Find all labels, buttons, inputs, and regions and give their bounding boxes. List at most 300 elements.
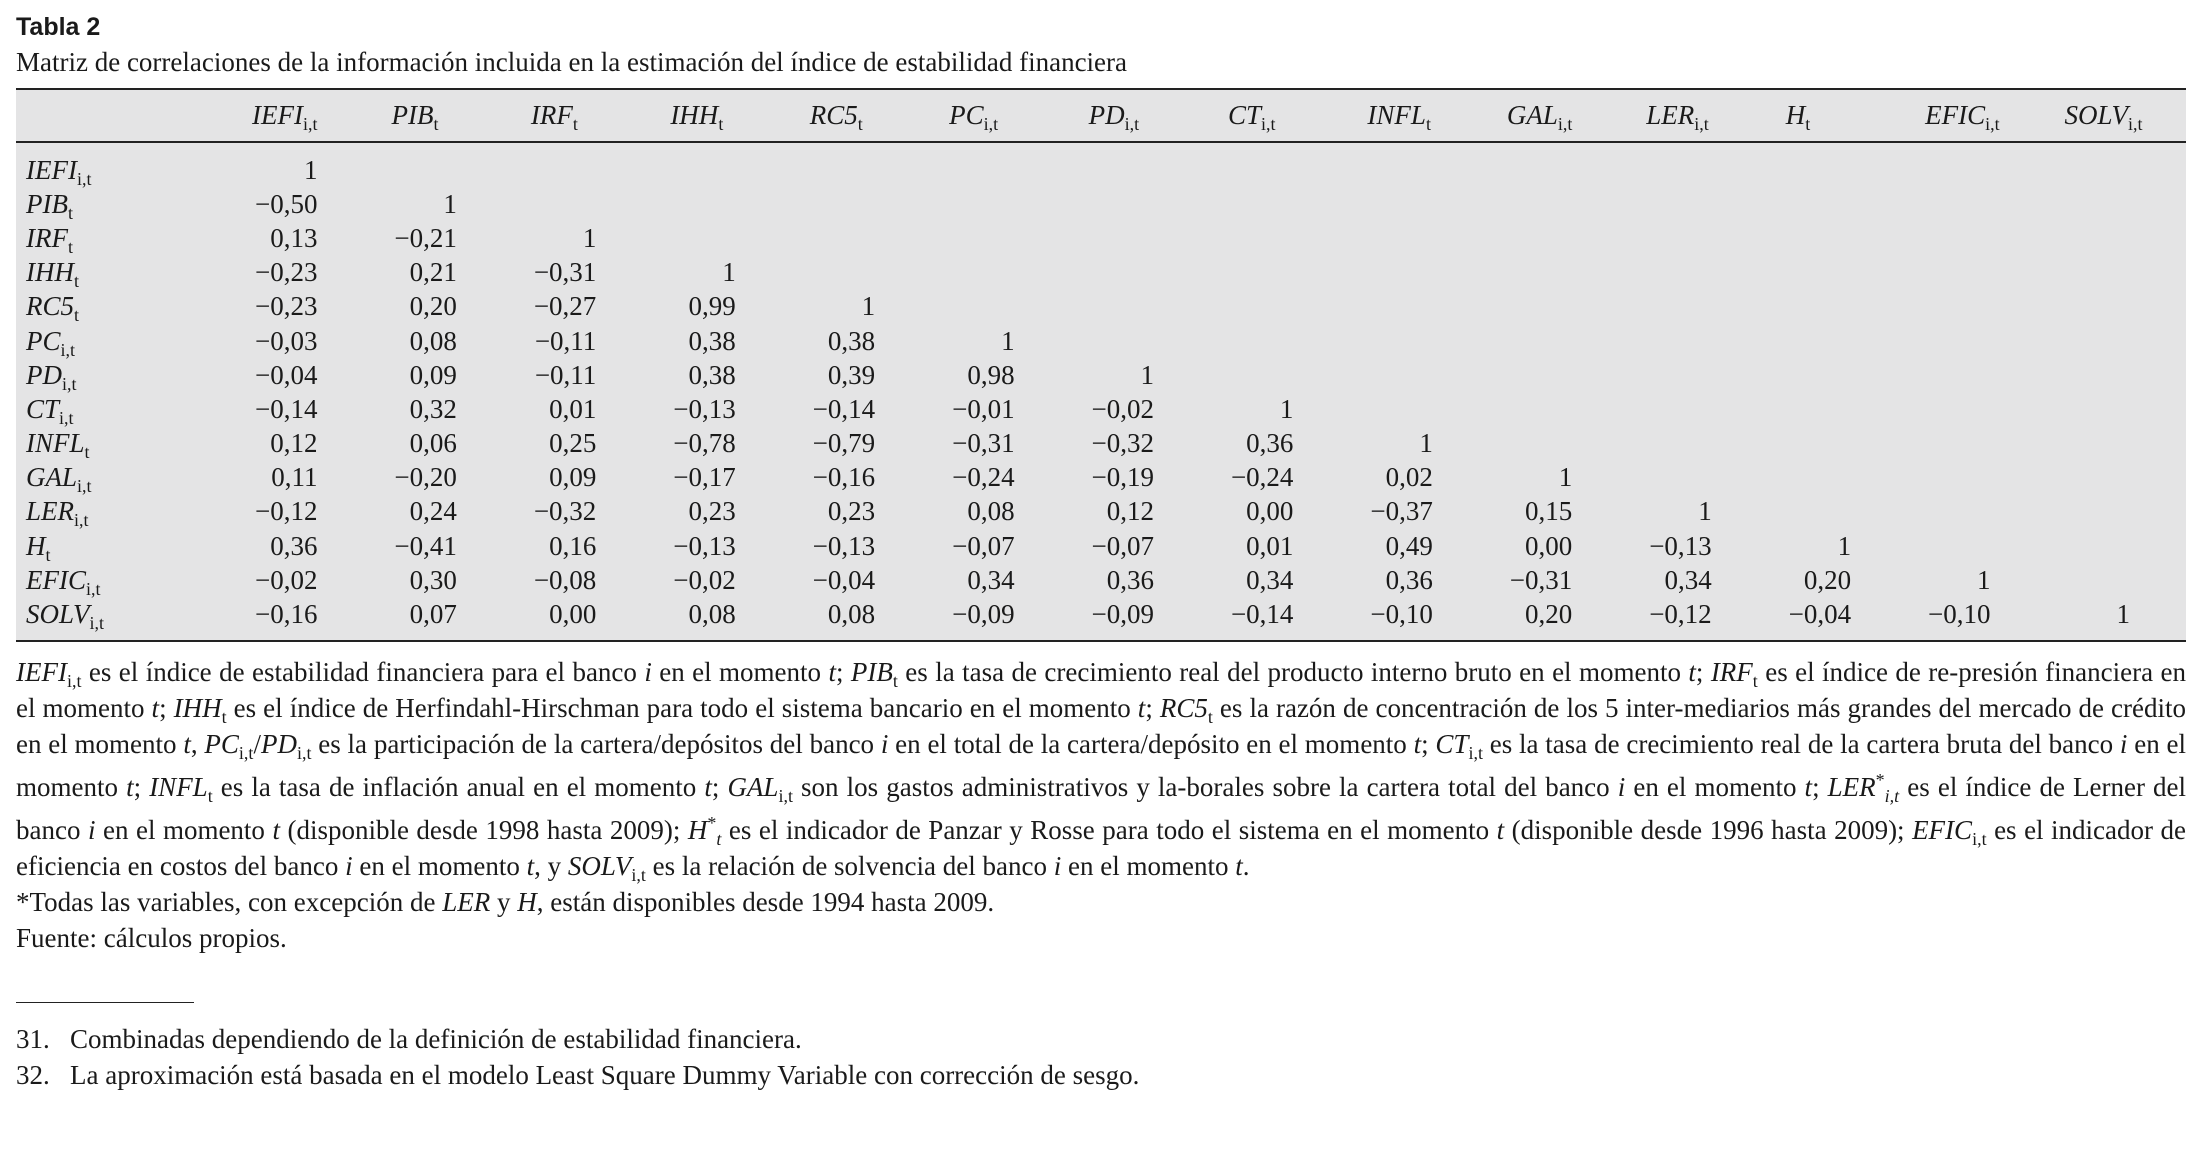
row-header <box>16 563 234 597</box>
table-cell <box>792 221 931 255</box>
column-header <box>373 89 512 142</box>
definition-text: es el índice de Herfindahl-Hirschman para todo el sistema bancario en el momento <box>226 692 1138 723</box>
cell-value: −0,37 <box>1370 496 1433 527</box>
table-cell <box>1071 597 1210 640</box>
italic-symbol: t <box>1413 728 1422 759</box>
table-cell <box>1768 187 1907 221</box>
table-cell <box>1907 256 2046 290</box>
definition-text: ; <box>1695 656 1711 687</box>
definition-text: es el índice de Lerner del banco <box>16 771 2187 845</box>
table-cell <box>931 221 1070 255</box>
table-cell <box>931 324 1070 358</box>
var-subscript: t <box>84 442 90 463</box>
table-cell <box>1489 256 1628 290</box>
var-subscript: i,t <box>983 114 999 134</box>
definition-text: ; <box>835 656 851 687</box>
italic-symbol: i <box>644 656 652 687</box>
table-cell <box>513 597 652 640</box>
cell-value: 0,20 <box>1803 564 1852 595</box>
cell-value: 0,23 <box>688 496 736 527</box>
definition-text: ; <box>711 771 728 802</box>
column-header <box>1628 89 1767 142</box>
table-cell <box>513 358 652 392</box>
cell-value: 0,00 <box>1525 530 1573 561</box>
table-cell <box>234 290 373 324</box>
cell-value: 0,01 <box>549 393 597 424</box>
table-cell <box>1210 290 1349 324</box>
table-cell <box>1768 563 1907 597</box>
definition-text: es la tasa de crecimiento real del producto interno bruto en el momento <box>897 656 1689 687</box>
table-cell <box>1210 221 1349 255</box>
column-header <box>1768 89 1907 142</box>
italic-symbol: t <box>272 814 280 845</box>
cell-value: 0,15 <box>1525 496 1573 527</box>
var-name: CT <box>1228 100 1262 130</box>
cell-value: −0,16 <box>812 462 876 493</box>
var-subscript: i,t <box>86 578 101 599</box>
table-cell <box>2047 495 2186 529</box>
variable-subscript: t <box>207 785 213 806</box>
cell-value: 0,23 <box>827 496 876 527</box>
table-cell <box>2047 461 2186 495</box>
table-cell <box>373 427 512 461</box>
cell-value: −0,01 <box>952 393 1015 424</box>
cell-value: −0,03 <box>254 325 318 356</box>
table-cell <box>373 187 512 221</box>
italic-symbol: t <box>526 850 535 881</box>
table-cell <box>652 187 791 221</box>
table-cell <box>652 324 791 358</box>
table-cell <box>1768 290 1907 324</box>
table-cell <box>1349 221 1488 255</box>
cell-value: 0,00 <box>549 599 597 630</box>
table-cell <box>1071 221 1210 255</box>
table-cell <box>1628 290 1767 324</box>
column-header-label <box>234 100 318 134</box>
cell-value: 0,08 <box>409 325 457 356</box>
variable-symbol: EFIC <box>1912 814 1973 845</box>
column-header-label <box>1489 100 1573 134</box>
table-cell <box>652 495 791 529</box>
cell-value: −0,07 <box>1091 530 1154 561</box>
var-subscript: i,t <box>1124 114 1140 134</box>
var-subscript: t <box>67 236 73 257</box>
table-cell <box>2047 324 2186 358</box>
cell-value: −0,32 <box>533 496 597 527</box>
cell-value: 0,38 <box>688 325 736 356</box>
table-cell <box>652 461 791 495</box>
column-header-label <box>1628 100 1709 134</box>
var-name: H <box>26 530 46 561</box>
table-cell <box>1628 256 1767 290</box>
definition-text: en el momento <box>16 728 2186 802</box>
table-cell <box>234 563 373 597</box>
cell-value: −0,24 <box>1230 462 1294 493</box>
table-cell <box>1210 392 1349 426</box>
cell-value: −0,27 <box>533 291 597 322</box>
table-cell <box>234 392 373 426</box>
cell-value: 0,07 <box>409 599 457 630</box>
column-header <box>513 89 652 142</box>
column-header-label <box>513 100 578 134</box>
table-cell <box>1628 324 1767 358</box>
table-cell <box>1349 358 1488 392</box>
definition-text: en el momento <box>1061 850 1236 881</box>
table-cell <box>234 187 373 221</box>
table-cell <box>1071 392 1210 426</box>
var-subscript: i,t <box>1694 114 1709 134</box>
cell-value: −0,08 <box>533 564 597 595</box>
table-cell <box>1768 392 1907 426</box>
variable-symbol: RC5 <box>1159 692 1208 723</box>
column-header <box>931 89 1070 142</box>
column-header-label <box>931 100 999 134</box>
table-cell <box>931 529 1070 563</box>
variable-symbol: IEFI <box>16 656 67 687</box>
italic-symbol: t <box>1496 814 1505 845</box>
var-name: PC <box>26 325 61 356</box>
var-name: IHH <box>26 257 74 288</box>
column-header-label <box>2047 100 2143 134</box>
column-header <box>1210 89 1349 142</box>
table-cell <box>513 461 652 495</box>
italic-symbol: i <box>87 814 96 845</box>
cell-value: 1 <box>582 222 597 253</box>
cell-value: −0,41 <box>394 530 457 561</box>
table-cell <box>513 427 652 461</box>
table-cell <box>2047 427 2186 461</box>
table-cell <box>652 529 791 563</box>
table-cell <box>2047 290 2186 324</box>
variable-symbol: IRF <box>1710 656 1753 687</box>
cell-value: 1 <box>1698 496 1712 527</box>
variable-symbol: PD <box>260 728 297 759</box>
table-cell <box>513 290 652 324</box>
var-subscript: t <box>74 305 80 326</box>
table-cell <box>1489 392 1628 426</box>
table-cell <box>1071 142 1210 187</box>
cell-value: −0,13 <box>673 393 736 424</box>
var-name: RC5 <box>26 291 75 322</box>
cell-value: −0,13 <box>812 530 876 561</box>
footnote-31: 31. Combinadas dependiendo de la definición de estabilidad financiera. <box>16 1023 802 1054</box>
cell-value: 0,25 <box>549 428 597 459</box>
table-cell <box>1349 495 1488 529</box>
cell-value: 0,21 <box>409 257 457 288</box>
table-cell <box>931 427 1070 461</box>
row-header <box>16 221 234 255</box>
availability-note: *Todas las variables, con excepción de LER y H, están disponibles desde 1994 hasta 2009. <box>16 886 995 917</box>
cell-value: 0,09 <box>549 462 597 493</box>
table-cell <box>652 392 791 426</box>
table-cell <box>234 529 373 563</box>
table-cell <box>931 142 1070 187</box>
table-cell <box>1628 221 1767 255</box>
table-cell <box>1489 563 1628 597</box>
cell-value: −0,13 <box>673 530 736 561</box>
table-cell <box>1071 495 1210 529</box>
table-cell <box>1349 392 1488 426</box>
var-subscript: t <box>718 114 724 134</box>
cell-value: 1 <box>1837 530 1852 561</box>
table-caption: Matriz de correlaciones de la información incluida en la estimación del índice de estabilidad financiera <box>16 47 1128 77</box>
table-cell <box>234 256 373 290</box>
table-cell <box>1210 142 1349 187</box>
table-cell <box>1349 427 1488 461</box>
var-name: CT <box>26 393 60 424</box>
var-name: SOLV <box>2064 100 2129 130</box>
table-cell <box>1489 324 1628 358</box>
definition-text: , y <box>534 850 568 881</box>
column-header <box>652 89 791 142</box>
table-cell <box>652 563 791 597</box>
cell-value: −0,04 <box>1788 599 1852 630</box>
var-name: EFIC <box>1925 100 1986 130</box>
table-cell <box>792 324 931 358</box>
table-cell <box>1489 495 1628 529</box>
table-cell <box>1907 563 2046 597</box>
variable-subscript: i,t <box>1468 742 1483 763</box>
table-row <box>16 495 2186 529</box>
variable-symbol: GAL <box>727 771 779 802</box>
cell-value: 0,32 <box>409 393 457 424</box>
table-cell <box>1628 142 1767 187</box>
italic-symbol: t <box>151 692 160 723</box>
definition-text: en el momento <box>651 656 829 687</box>
table-cell <box>373 563 512 597</box>
var-name: PC <box>949 100 984 130</box>
row-header <box>16 529 234 563</box>
table-cell <box>234 221 373 255</box>
var-subscript: t <box>572 114 578 134</box>
row-header <box>16 597 234 640</box>
table-row <box>16 461 2186 495</box>
table-cell <box>1907 324 2046 358</box>
table-cell <box>1628 529 1767 563</box>
table-cell <box>513 256 652 290</box>
var-subscript: i,t <box>60 339 76 360</box>
table-cell <box>513 142 652 187</box>
table-cell <box>1349 290 1488 324</box>
table-cell <box>792 392 931 426</box>
cell-value: −0,09 <box>952 599 1015 630</box>
var-subscript: t <box>67 202 73 223</box>
variable-symbol: PC <box>204 728 239 759</box>
cell-value: 0,34 <box>1246 564 1294 595</box>
table-cell <box>2047 392 2186 426</box>
var-name: PIB <box>26 188 68 219</box>
table-cell <box>931 358 1070 392</box>
cell-value: 0,06 <box>409 428 457 459</box>
table-cell <box>234 597 373 640</box>
table-header-row <box>16 89 2186 142</box>
column-header-label <box>792 100 863 134</box>
table-row <box>16 221 2186 255</box>
cell-value: 1 <box>2116 599 2130 630</box>
var-subscript: i,t <box>74 510 89 531</box>
var-subscript: t <box>1425 114 1431 134</box>
table-cell <box>373 597 512 640</box>
variable-definitions <box>16 654 2186 884</box>
ler-variable: LER <box>442 886 491 917</box>
definition-text: ; <box>159 692 174 723</box>
footnote-separator <box>16 1002 194 1003</box>
table-cell <box>1210 324 1349 358</box>
cell-value: −0,78 <box>673 428 736 459</box>
variable-subscript: i,t <box>1972 828 1987 849</box>
cell-value: −0,19 <box>1091 462 1154 493</box>
table-cell <box>373 392 512 426</box>
table-cell <box>1907 427 2046 461</box>
table-cell <box>1907 187 2046 221</box>
table-cell <box>373 290 512 324</box>
italic-symbol: i <box>1617 771 1626 802</box>
variable-subscript: i,t <box>66 670 82 691</box>
table-cell <box>792 495 931 529</box>
table-cell <box>931 187 1070 221</box>
table-cell <box>931 256 1070 290</box>
row-header <box>16 358 234 392</box>
footnotes <box>16 1021 2186 1093</box>
variable-superscript: * <box>707 812 717 833</box>
cell-value: −0,32 <box>1091 428 1154 459</box>
table-cell <box>1907 221 2046 255</box>
cell-value: 0,36 <box>1385 564 1433 595</box>
document-page <box>16 12 2186 1093</box>
cell-value: 0,36 <box>1246 428 1294 459</box>
cell-value: −0,02 <box>1091 393 1154 424</box>
italic-symbol: t <box>1235 850 1243 881</box>
table-cell <box>1071 187 1210 221</box>
table-cell <box>1628 563 1767 597</box>
table-cell <box>1349 529 1488 563</box>
table-cell <box>373 221 512 255</box>
definition-text: es el indicador de Panzar y Rosse para todo el sistema en el momento <box>721 814 1497 845</box>
cell-value: 1 <box>1977 564 1991 595</box>
table-cell <box>1071 529 1210 563</box>
variable-subscript: i,t <box>238 742 254 763</box>
cell-value: 0,34 <box>1664 564 1712 595</box>
cell-value: −0,02 <box>254 564 318 595</box>
var-name: RC5 <box>809 100 858 130</box>
table-cell <box>373 495 512 529</box>
table-cell <box>652 427 791 461</box>
cell-value: 0,08 <box>967 496 1015 527</box>
cell-value: 0,12 <box>270 428 318 459</box>
table-cell <box>1768 256 1907 290</box>
table-cell <box>1907 495 2046 529</box>
definition-text: es la participación de la cartera/depósitos del banco <box>311 728 881 759</box>
table-cell <box>1210 187 1349 221</box>
table-cell <box>1628 597 1767 640</box>
italic-symbol: i <box>345 850 353 881</box>
table-cell <box>1210 495 1349 529</box>
cell-value: 0,24 <box>409 496 457 527</box>
cell-value: 0,01 <box>1246 530 1294 561</box>
table-cell <box>1628 461 1767 495</box>
cell-value: −0,07 <box>952 530 1015 561</box>
table-cell <box>1210 427 1349 461</box>
row-header <box>16 290 234 324</box>
table-cell <box>1768 597 1907 640</box>
table-row <box>16 427 2186 461</box>
table-cell <box>1071 563 1210 597</box>
var-subscript: t <box>857 114 863 134</box>
cell-value: 0,16 <box>549 530 597 561</box>
variable-symbol: PIB <box>850 656 893 687</box>
var-subscript: i,t <box>2128 114 2143 134</box>
table-cell <box>1628 187 1767 221</box>
cell-value: 1 <box>1140 359 1154 390</box>
table-cell <box>513 563 652 597</box>
variable-subscript: i,t <box>1884 785 1900 806</box>
table-cell <box>513 221 652 255</box>
table-cell <box>513 495 652 529</box>
italic-symbol: i <box>2119 728 2128 759</box>
row-header <box>16 142 234 187</box>
cell-value: −0,12 <box>1649 599 1712 630</box>
cell-value: 0,09 <box>409 359 457 390</box>
italic-symbol: t <box>1688 656 1696 687</box>
cell-value: 0,20 <box>409 291 457 322</box>
definition-text: ; <box>133 771 150 802</box>
table-cell <box>652 358 791 392</box>
italic-symbol: t <box>704 771 712 802</box>
table-cell <box>234 324 373 358</box>
variable-superscript: * <box>1875 769 1885 790</box>
table-row <box>16 187 2186 221</box>
definition-text: (disponible desde 1998 hasta 2009); <box>279 814 688 845</box>
table-cell <box>2047 563 2186 597</box>
table-cell <box>1349 597 1488 640</box>
table-cell <box>1489 290 1628 324</box>
definition-text: en el total de la cartera/depósito en el momento <box>888 728 1414 759</box>
column-header <box>1489 89 1628 142</box>
variable-symbol: INFL <box>149 771 208 802</box>
table-row <box>16 529 2186 563</box>
table-cell <box>1210 563 1349 597</box>
cell-value: 0,13 <box>270 222 318 253</box>
table-cell <box>2047 597 2186 640</box>
var-name: SOLV <box>26 599 90 630</box>
var-subscript: i,t <box>62 373 77 394</box>
cell-value: 0,12 <box>1106 496 1154 527</box>
table-cell <box>1768 461 1907 495</box>
table-cell <box>373 461 512 495</box>
cell-value: −0,13 <box>1649 530 1712 561</box>
cell-value: 0,38 <box>688 359 736 390</box>
italic-symbol: t <box>1804 771 1813 802</box>
definition-text: es el índice de re-presión financiera en el momento <box>16 656 2186 723</box>
column-header <box>1907 89 2046 142</box>
table-cell <box>652 290 791 324</box>
table-cell <box>2047 187 2186 221</box>
var-name: INFL <box>1367 100 1426 130</box>
cell-value: −0,10 <box>1370 599 1433 630</box>
table-cell <box>1628 392 1767 426</box>
cell-value: −0,21 <box>394 222 457 253</box>
cell-value: 0,38 <box>827 325 876 356</box>
row-header <box>16 427 234 461</box>
table-cell <box>1349 187 1488 221</box>
table-cell <box>1349 256 1488 290</box>
variable-subscript: t <box>716 828 722 849</box>
var-subscript: i,t <box>1261 114 1276 134</box>
table-cell <box>1628 427 1767 461</box>
table-cell <box>373 256 512 290</box>
table-label: Tabla 2 <box>16 13 101 41</box>
table-cell <box>513 324 652 358</box>
